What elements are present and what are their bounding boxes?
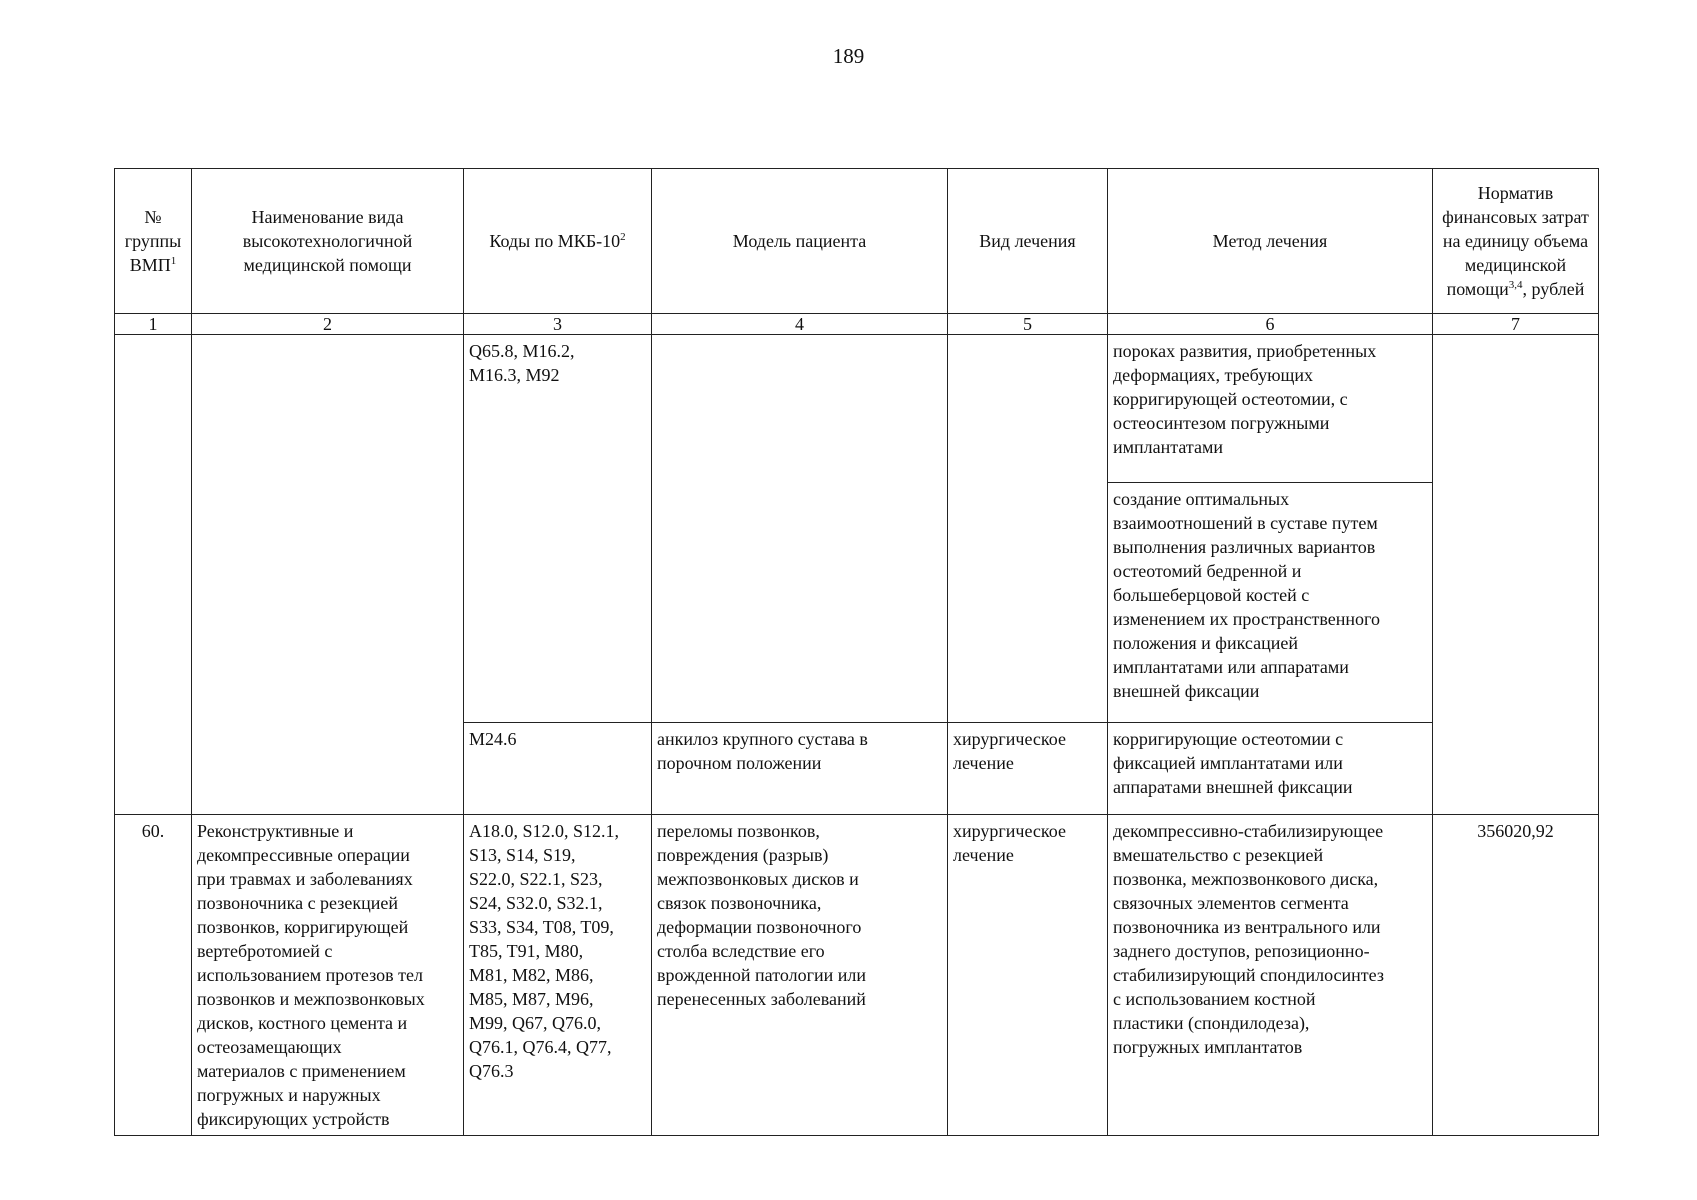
table-row [115,815,1599,1136]
group-number-cell [115,335,192,815]
vmp-table [114,168,1599,1136]
column-number: 6 [1108,314,1433,335]
column-number: 7 [1433,314,1599,335]
patient-model-cell: анкилоз крупного сустава в порочном положении [652,723,948,815]
header-treatment-type: Вид лечения [948,169,1108,314]
cost-cell [1433,335,1599,815]
treatment-method-cell: создание оптимальных взаимоотношений в суставе путем выполнения различных вариантов остеотомий бедренной и большеберцовой костей с изменением их пространственного положения и фиксацией имплантатами или аппаратами внешней фиксации [1108,483,1433,723]
care-type-cell [192,335,464,815]
care-type-cell: Реконструктивные и декомпрессивные операции при травмах и заболеваниях позвоночника с резекцией позвонков, корригирующей вертебротомией с использованием протезов тел позвонков и межпозвонковых дисков, костного цемента и остеозамещающих материалов с применением погружных и наружных фиксирующих устройств [192,815,464,1136]
patient-model-cell: переломы позвонков, повреждения (разрыв) межпозвонковых дисков и связок позвоночника, деформации позвоночного столба вследствие его врожденной патологии или перенесенных заболеваний [652,815,948,1136]
header-patient-model: Модель пациента [652,169,948,314]
icd-codes-cell: Q65.8, M16.2, M16.3, M92 [464,335,652,723]
header-row [115,169,1599,314]
icd-codes-cell: A18.0, S12.0, S12.1, S13, S14, S19, S22.0, S22.1, S23, S24, S32.0, S32.1, S33, S34, T08, T09, T85, T91, M80, M81, M82, M86, M85, M87, M96, M99, Q67, Q76.0, Q76.1, Q76.4, Q77, Q76.3 [464,815,652,1136]
treatment-type-cell: хирургическое лечение [948,723,1108,815]
column-number: 1 [115,314,192,335]
header-icd-codes: Коды по МКБ-$10^2$ [464,169,652,314]
cost-cell: 356020,92 [1433,815,1599,1136]
page-number: 189 [832,44,865,68]
column-number: 4 [652,314,948,335]
treatment-type-cell: хирургическое лечение [948,815,1108,1136]
table-row [115,335,1599,483]
icd-codes-cell: M24.6 [464,723,652,815]
header-treatment-method: Метод лечения [1108,169,1433,314]
group-number-cell: 60. [115,815,192,1136]
header-cost-standard: Норматив финансовых затрат на единицу объема медицинской помощи$^{3,4}$, рублей [1433,169,1599,314]
patient-model-cell [652,335,948,723]
column-number: 2 [192,314,464,335]
header-care-type: Наименование вида высокотехнологичной медицинской помощи [192,169,464,314]
treatment-method-cell: декомпрессивно-стабилизирующее вмешательство с резекцией позвонка, межпозвонкового диска, связочных элементов сегмента позвоночника из вентрального или заднего доступов, репозиционно- стабилизирующий спондилосинтез с использованием костной пластики (спондилодеза), погружных имплантатов [1108,815,1433,1136]
column-number: 3 [464,314,652,335]
column-number: 5 [948,314,1108,335]
column-number-row [115,314,1599,335]
header-group-number: № группы ВМП$^1$ [115,169,192,314]
treatment-method-cell: пороках развития, приобретенных деформациях, требующих корригирующей остеотомии, с остеосинтезом погружными имплантатами [1108,335,1433,483]
treatment-method-cell: корригирующие остеотомии с фиксацией имплантатами или аппаратами внешней фиксации [1108,723,1433,815]
treatment-type-cell [948,335,1108,723]
